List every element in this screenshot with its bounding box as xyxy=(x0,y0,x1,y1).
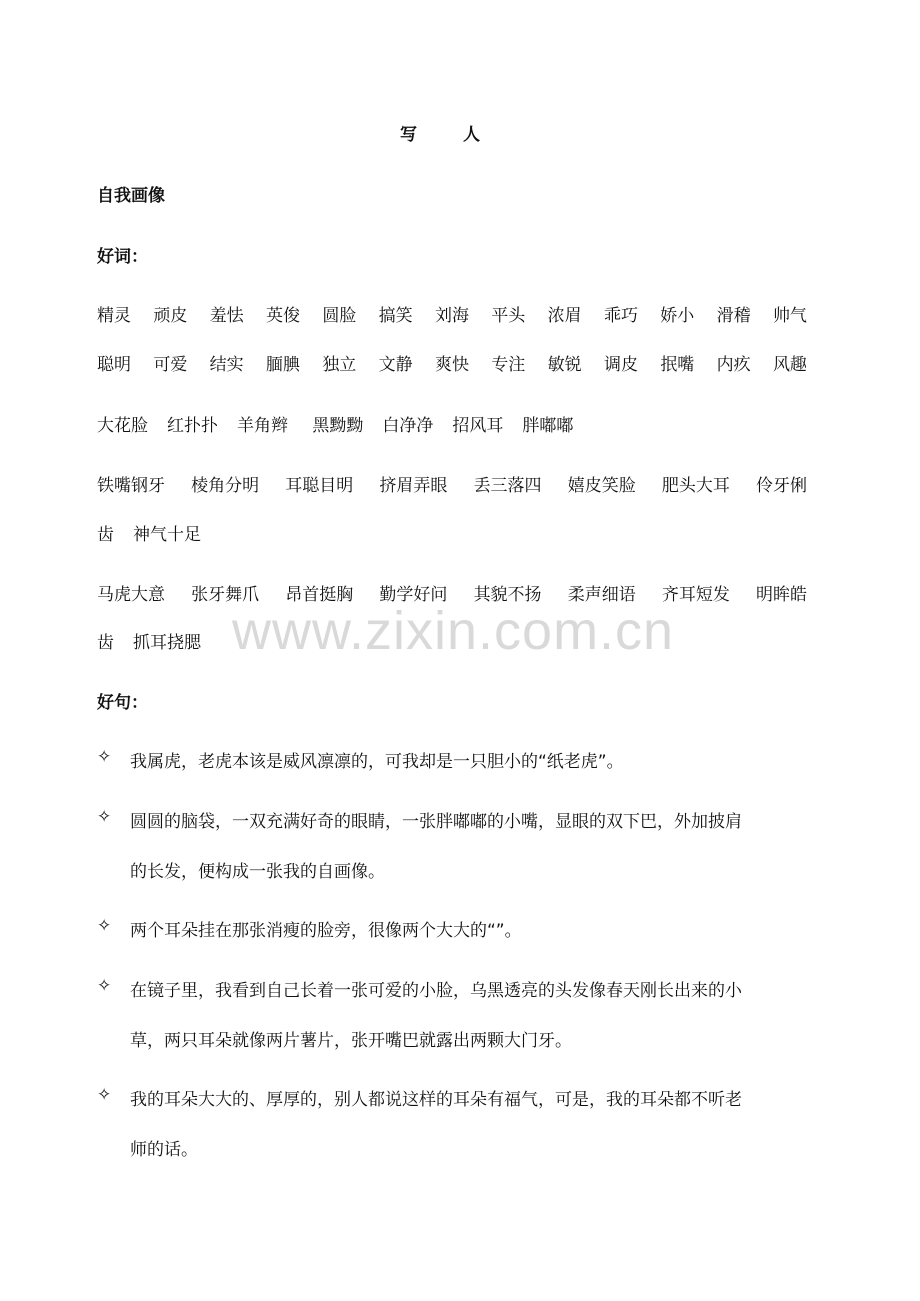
sentence-line: 的长发，便构成一张我的自画像。 xyxy=(130,862,385,882)
word: 圆脸 xyxy=(322,306,357,326)
word: 内疚 xyxy=(716,355,751,375)
word: 羞怯 xyxy=(209,306,244,326)
word: 娇小 xyxy=(660,306,695,326)
idiom: 张牙舞爪 xyxy=(191,585,260,605)
word: 帅气 xyxy=(772,306,807,326)
word: 羊角辫 xyxy=(237,416,288,436)
word: 浓眉 xyxy=(547,306,582,326)
good-words-label: 好词： xyxy=(97,247,148,267)
word: 聪明 xyxy=(97,355,131,375)
watermark: www.zixin.com.cn xyxy=(232,601,675,661)
idiom: 柔声细语 xyxy=(567,585,636,605)
word: 结实 xyxy=(209,355,244,375)
word: 大花脸 xyxy=(97,416,148,436)
idiom: 马虎大意 xyxy=(97,585,165,605)
idiom: 伶牙俐 xyxy=(755,476,807,496)
sentence-line: 在镜子里，我看到自己长着一张可爱的小脸，乌黑透亮的头发像春天刚长出来的小 xyxy=(130,981,742,1001)
words-row-3 xyxy=(97,411,807,436)
page-title: 写 人 xyxy=(400,125,500,145)
word: 平头 xyxy=(491,306,526,326)
word: 黑黝黝 xyxy=(307,416,364,436)
sentence-line: 我属虎，老虎本该是威风凛凛的，可我却是一只胆小的“纸老虎”。 xyxy=(130,752,624,772)
word: 精灵 xyxy=(97,306,131,326)
word: 风趣 xyxy=(772,355,807,375)
sentence-line: 草，两只耳朵就像两片薯片，张开嘴巴就露出两颗大门牙。 xyxy=(130,1031,572,1051)
word: 滑稽 xyxy=(716,306,751,326)
word: 胖嘟嘟 xyxy=(522,416,574,436)
idiom: 丢三落四 xyxy=(473,476,542,496)
idiom: 齐耳短发 xyxy=(661,585,730,605)
word: 乖巧 xyxy=(603,306,638,326)
idiom: 明眸皓 xyxy=(755,585,807,605)
idiom: 神气十足 xyxy=(133,525,201,545)
words-row-1 xyxy=(97,301,807,326)
word: 抿嘴 xyxy=(660,355,695,375)
sentence-line: 两个耳朵挂在那张消瘦的脸旁，很像两个大大的“”。 xyxy=(130,921,522,941)
word: 专注 xyxy=(491,355,526,375)
bullet-icon: ✧ xyxy=(97,976,112,996)
bullet-icon: ✧ xyxy=(97,1085,112,1105)
idiom: 肥头大耳 xyxy=(661,476,730,496)
good-sentences-label: 好句： xyxy=(97,693,148,713)
word: 爽快 xyxy=(434,355,469,375)
word: 顽皮 xyxy=(153,306,188,326)
idiom: 棱角分明 xyxy=(191,476,260,496)
word: 搞笑 xyxy=(378,306,413,326)
idioms-row-1 xyxy=(97,471,807,496)
idiom: 勤学好问 xyxy=(379,585,448,605)
idiom: 其貌不扬 xyxy=(473,585,542,605)
word: 可爱 xyxy=(153,355,188,375)
idiom: 嬉皮笑脸 xyxy=(567,476,636,496)
sentence-line: 师的话。 xyxy=(130,1140,198,1160)
sentence-line: 圆圆的脑袋，一双充满好奇的眼睛，一张胖嘟嘟的小嘴，显眼的双下巴，外加披肩 xyxy=(130,812,742,832)
bullet-icon: ✧ xyxy=(97,807,112,827)
bullet-icon: ✧ xyxy=(97,747,112,767)
idiom: 铁嘴钢牙 xyxy=(97,476,165,496)
section-heading: 自我画像 xyxy=(97,186,165,206)
word: 调皮 xyxy=(603,355,638,375)
word: 红扑扑 xyxy=(167,416,218,436)
word: 英俊 xyxy=(265,306,300,326)
idiom: 挤眉弄眼 xyxy=(379,476,448,496)
idioms-row-1-continued xyxy=(97,520,807,545)
bullet-icon: ✧ xyxy=(97,916,112,936)
idiom: 抓耳挠腮 xyxy=(133,633,201,653)
words-row-2 xyxy=(97,350,807,375)
word: 白净净 xyxy=(382,416,434,436)
idiom: 耳聪目明 xyxy=(285,476,354,496)
word: 文静 xyxy=(378,355,413,375)
idiom: 齿 xyxy=(97,525,114,545)
idiom: 昂首挺胸 xyxy=(285,585,354,605)
word: 敏锐 xyxy=(547,355,582,375)
word: 独立 xyxy=(322,355,357,375)
word: 刘海 xyxy=(434,306,469,326)
sentence-line: 我的耳朵大大的、厚厚的，别人都说这样的耳朵有福气，可是，我的耳朵都不听老 xyxy=(130,1090,742,1110)
idiom: 齿 xyxy=(97,633,114,653)
word: 招风耳 xyxy=(452,416,504,436)
word: 腼腆 xyxy=(265,355,300,375)
